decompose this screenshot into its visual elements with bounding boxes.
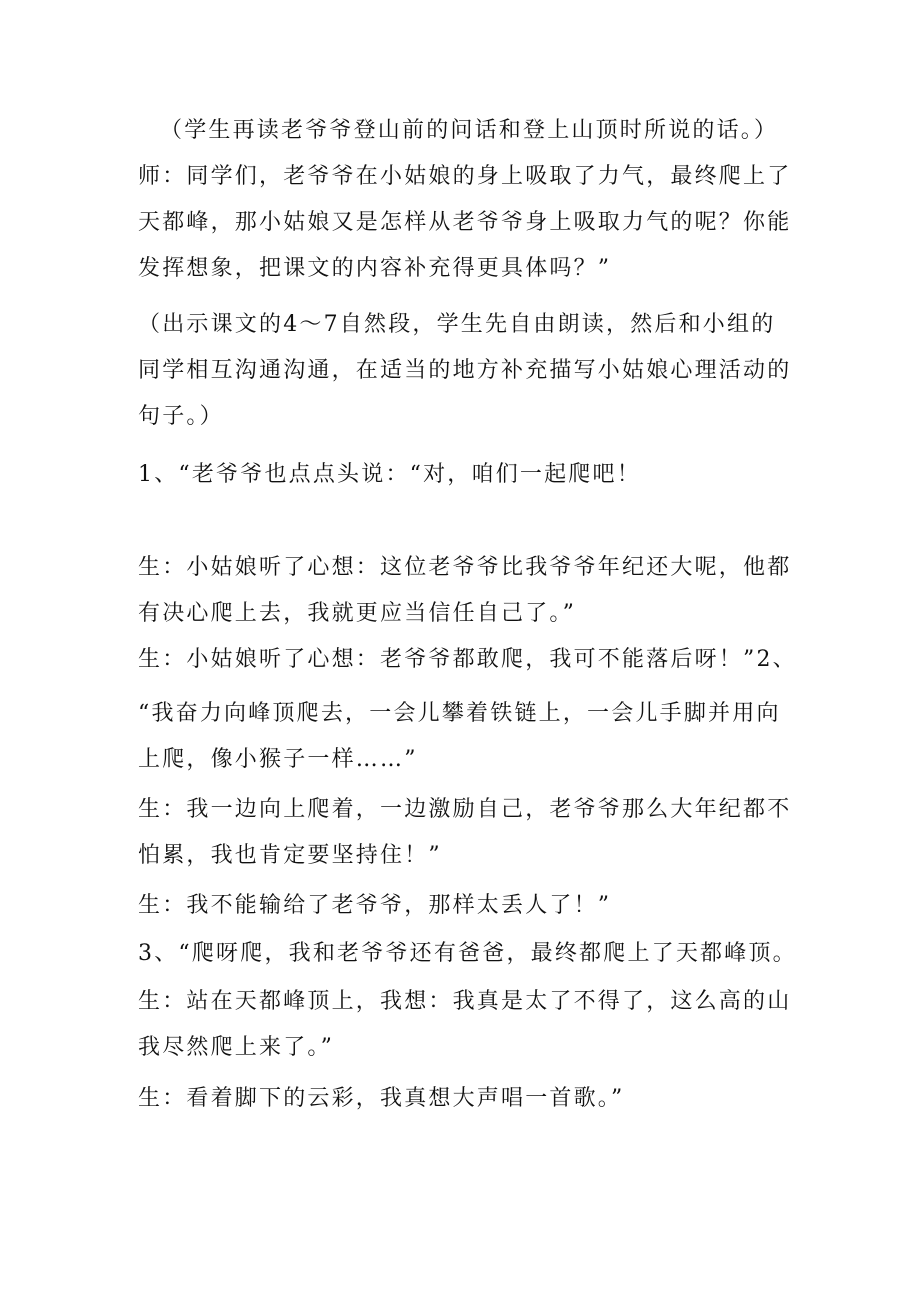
paragraph-line: 生：站在天都峰顶上，我想：我真是太了不得了，这么高的山	[138, 989, 792, 1014]
paragraph-line: 怕累，我也肯定要坚持住！”	[138, 843, 442, 868]
paragraph-line: 有决心爬上去，我就更应当信任自己了。”	[138, 601, 577, 626]
paragraph-line: 天都峰，那小姑娘又是怎样从老爷爷身上吸取力气的呢？你能	[138, 210, 792, 235]
paragraph-line: 同学相互沟通沟通，在适当的地方补充描写小姑娘心理活动的	[138, 358, 792, 383]
paragraph-line: 生：小姑娘听了心想：老爷爷都敢爬，我可不能落后呀！”2、	[138, 647, 797, 672]
paragraph-line: “我奋力向峰顶爬去，一会儿攀着铁链上，一会儿手脚并用向	[138, 701, 781, 726]
paragraph-line: （出示课文的4～7自然段，学生先自由朗读，然后和小组的	[138, 312, 776, 337]
paragraph-line: （学生再读老爷爷登山前的问话和登上山顶时所说的话。）	[160, 118, 779, 143]
paragraph-line: 句子。）	[138, 404, 224, 429]
paragraph-line: 师：同学们，老爷爷在小姑娘的身上吸取了力气，最终爬上了	[138, 164, 792, 189]
paragraph-line: 生：看着脚下的云彩，我真想大声唱一首歌。”	[138, 1086, 625, 1111]
paragraph-line: 发挥想象，把课文的内容补充得更具体吗？”	[138, 256, 612, 281]
paragraph-line: 我尽然爬上来了。”	[138, 1035, 335, 1060]
paragraph-line: 上爬，像小猴子一样……”	[138, 747, 418, 772]
paragraph-line: 1、“老爷爷也点点头说：“对，咱们一起爬吧！	[138, 462, 641, 487]
paragraph-line: 生：小姑娘听了心想：这位老爷爷比我爷爷年纪还大呢，他都	[138, 555, 792, 580]
paragraph-line: 3、“爬呀爬，我和老爷爷还有爸爸，最终都爬上了天都峰顶。	[138, 941, 797, 966]
paragraph-line: 生：我不能输给了老爷爷，那样太丢人了！”	[138, 893, 612, 918]
paragraph-line: 生：我一边向上爬着，一边激励自己，老爷爷那么大年纪都不	[138, 797, 792, 822]
